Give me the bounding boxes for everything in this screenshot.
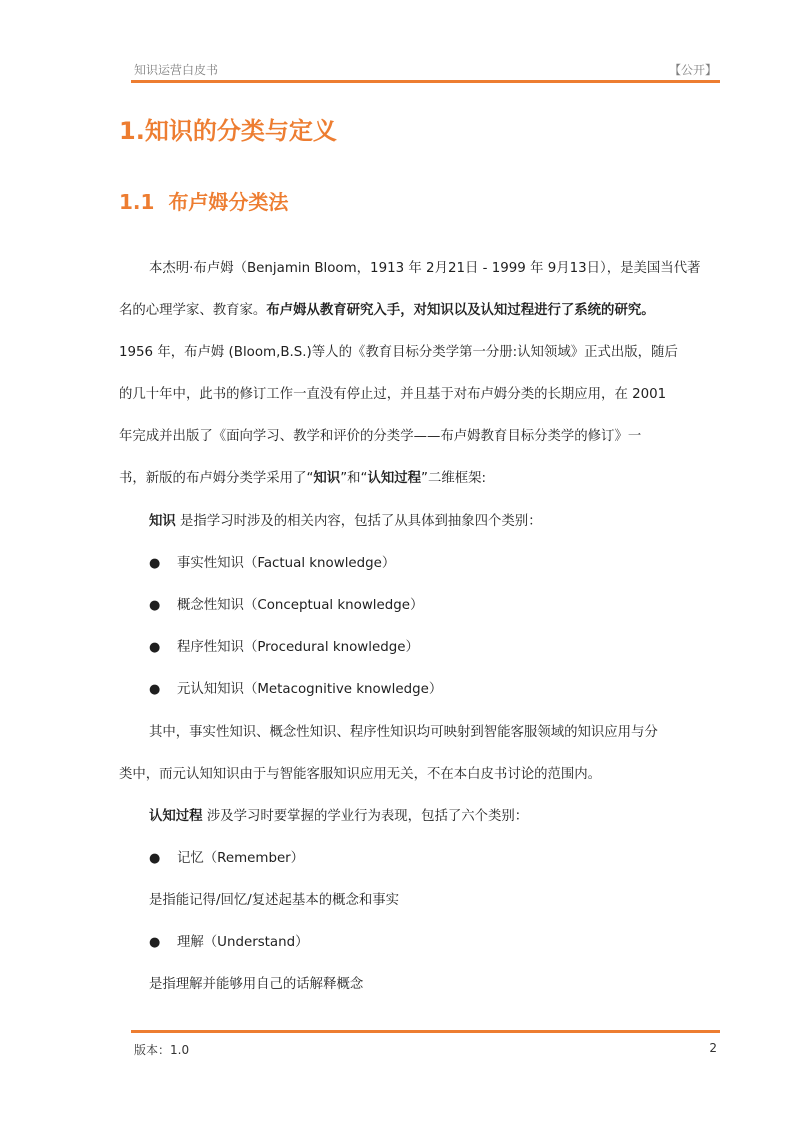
cognitive-label: 认知过程 [149, 809, 203, 824]
knowledge-desc: 是指学习时涉及的相关内容，包括了从具体到抽象四个类别： [175, 514, 542, 529]
header-tag: 【公开】 [668, 63, 717, 77]
para2-line1: 其中，事实性知识、概念性知识、程序性知识均可映射到智能客服领域的知识应用与分 [149, 725, 658, 740]
footer-page-number: 2 [709, 1041, 717, 1055]
bullet-dot-icon: ● [149, 682, 161, 697]
para1-line5: 年完成并出版了《面向学习、教学和评价的分类学——布卢姆教育目标分类学的修订》一 [119, 429, 642, 444]
para1-line6 [119, 468, 719, 490]
knowledge-label: 知识 [149, 514, 176, 529]
para1-line1: 本杰明·布卢姆（Benjamin Bloom，1913 年 2月21日 - 1999 年 9月13日），是美国当代著 [149, 261, 701, 276]
para1-line2-bold: 布卢姆从教育研究入手，对知识以及认知过程进行了系统的研究。 [266, 303, 655, 318]
para1-line6-a: 书，新版的布卢姆分类学采用了“ [119, 471, 314, 486]
cognitive-desc: 涉及学习时要掌握的学业行为表现，包括了六个类别： [202, 809, 529, 824]
footer-version: 版本：1.0 [134, 1043, 190, 1057]
knowledge-item-conceptual: 概念性知识（Conceptual knowledge） [177, 598, 424, 613]
bullet-dot-icon: ● [149, 640, 161, 655]
header-rule [131, 80, 720, 83]
para1-line6-c: ”和“ [340, 471, 368, 486]
bullet-dot-icon: ● [149, 598, 161, 613]
para1-line6-e: ”二维框架: [421, 471, 487, 486]
para1-line2 [119, 300, 719, 322]
heading-2-text: 布卢姆分类法 [168, 190, 289, 214]
para1-line6-knowledge: 知识 [313, 471, 341, 486]
knowledge-item-procedural: 程序性知识（Procedural knowledge） [177, 640, 419, 655]
cognitive-intro [149, 806, 749, 828]
footer-rule [131, 1030, 720, 1033]
knowledge-item-metacognitive: 元认知知识（Metacognitive knowledge） [177, 682, 443, 697]
cognitive-item-understand: 理解（Understand） [177, 935, 309, 950]
cognitive-item-understand-desc: 是指理解并能够用自己的话解释概念 [149, 977, 364, 992]
para1-line3: 1956 年，布卢姆 (Bloom,B.S.)等人的《教育目标分类学第一分册:认知领域》正式出版，随后 [119, 345, 678, 360]
para2-line2: 类中，而元认知知识由于与智能客服知识应用无关，不在本白皮书讨论的范围内。 [119, 767, 602, 782]
heading-2 [119, 186, 288, 215]
heading-2-number: 1.1 [119, 190, 155, 214]
bullet-dot-icon: ● [149, 935, 161, 950]
para1-line6-cognitive: 认知过程 [367, 471, 422, 486]
bullet-dot-icon: ● [149, 556, 161, 571]
knowledge-item-factual: 事实性知识（Factual knowledge） [177, 556, 396, 571]
knowledge-intro [149, 511, 749, 533]
bullet-dot-icon: ● [149, 851, 161, 866]
para1-line2-normal: 名的心理学家、教育家。 [119, 303, 267, 318]
cognitive-item-remember-desc: 是指能记得/回忆/复述起基本的概念和事实 [149, 893, 400, 908]
cognitive-item-remember: 记忆（Remember） [177, 851, 305, 866]
header-title: 知识运营白皮书 [134, 63, 219, 77]
heading-1: 1.知识的分类与定义 [119, 117, 337, 145]
para1-line4: 的几十年中，此书的修订工作一直没有停止过，并且基于对布卢姆分类的长期应用，在 2001 [119, 387, 667, 402]
